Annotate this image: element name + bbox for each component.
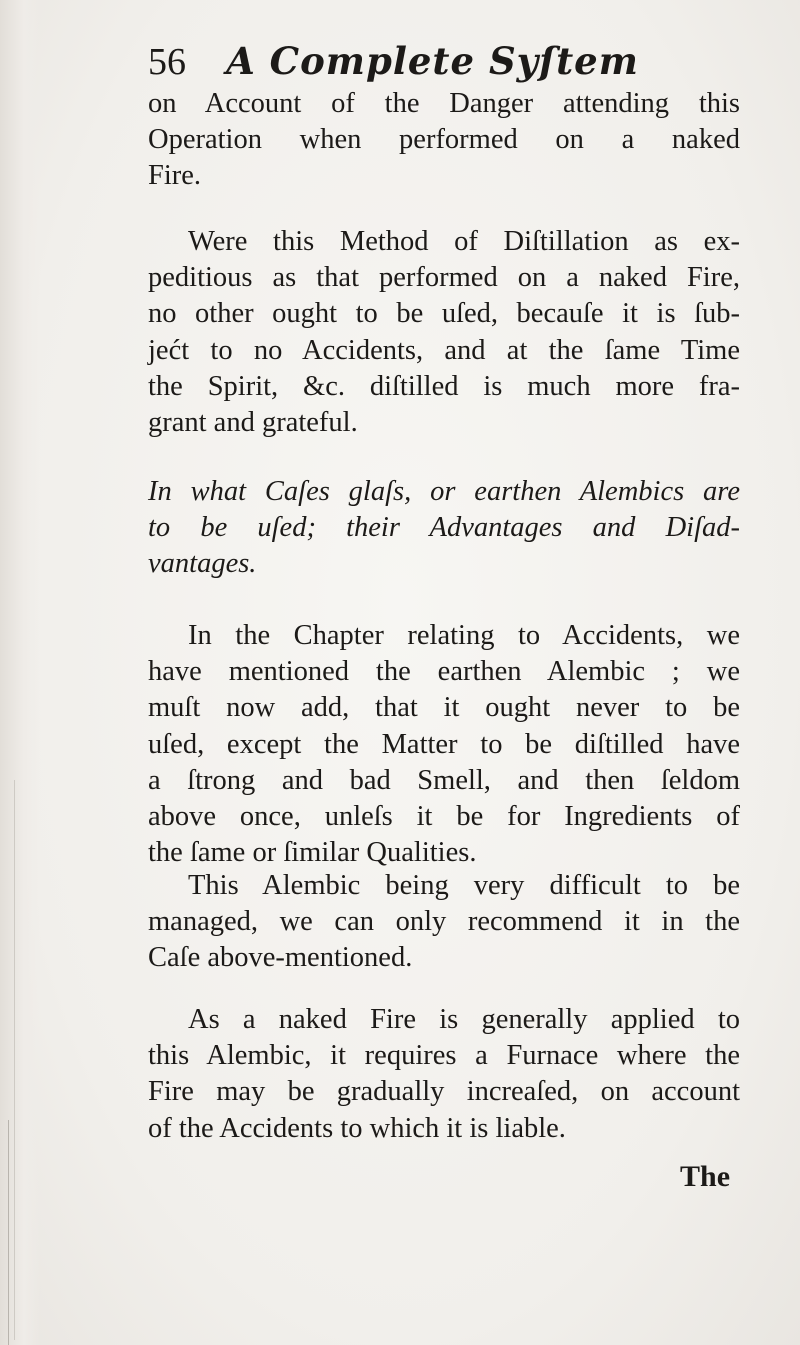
text-line: As a naked Fire is generally applied to [188, 1004, 740, 1035]
text-line: In what Caſes glaſs, or earthen Alembics are [148, 476, 740, 507]
text-line: have mentioned the earthen Alembic ; we [148, 656, 740, 688]
paragraph [148, 224, 740, 441]
text-line: no other ought to be uſed, becauſe it is ſub- [148, 298, 740, 330]
running-head: A Complete Syſtem [226, 39, 639, 83]
text-line: Caſe above-mentioned. [148, 942, 413, 974]
text-line: a ſtrong and bad Smell, and then ſeldom [148, 764, 740, 796]
text-line: peditious as that performed on a naked Fire, [148, 262, 740, 294]
text-line: muſt now add, that it ought never to be [148, 692, 740, 724]
catchword: The [680, 1160, 731, 1193]
page-number: 56 [148, 41, 186, 83]
text-line: the Spirit, &c. diſtilled is much more fra- [148, 370, 740, 402]
text-line: Were this Method of Diſtillation as ex- [188, 226, 740, 257]
text-line: of the Accidents to which it is liable. [148, 1112, 566, 1144]
page-header [148, 36, 708, 86]
text-line: this Alembic, it requires a Furnace where the [148, 1040, 740, 1072]
page-gutter [0, 0, 40, 1345]
text-line: the ſame or ſimilar Qualities. [148, 837, 477, 869]
paragraph [148, 86, 740, 195]
paragraph [148, 1002, 740, 1147]
text-line: vantages. [148, 548, 257, 580]
text-line: above once, unleſs it be for Ingredients of [148, 801, 740, 833]
text-line: on Account of the Danger attending this [148, 88, 740, 119]
text-line: Fire. [148, 160, 202, 192]
binding-edge-line [8, 1120, 9, 1345]
text-line: managed, we can only recommend it in the [148, 906, 740, 938]
text-line: jećt to no Accidents, and at the ſame Time [148, 334, 740, 366]
binding-edge-line [14, 780, 15, 1340]
text-line: uſed, except the Matter to be diſtilled have [148, 728, 740, 760]
text-line: to be uſed; their Advantages and Diſad- [148, 512, 740, 544]
text-line: In the Chapter relating to Accidents, we [188, 620, 740, 651]
text-line: This Alembic being very difficult to be [188, 870, 740, 901]
text-line: grant and grateful. [148, 407, 358, 439]
text-line: Operation when performed on a naked [148, 124, 740, 156]
paragraph [148, 868, 740, 977]
section-heading [148, 474, 740, 583]
text-line: Fire may be gradually increaſed, on account [148, 1076, 740, 1108]
paragraph [148, 618, 740, 871]
